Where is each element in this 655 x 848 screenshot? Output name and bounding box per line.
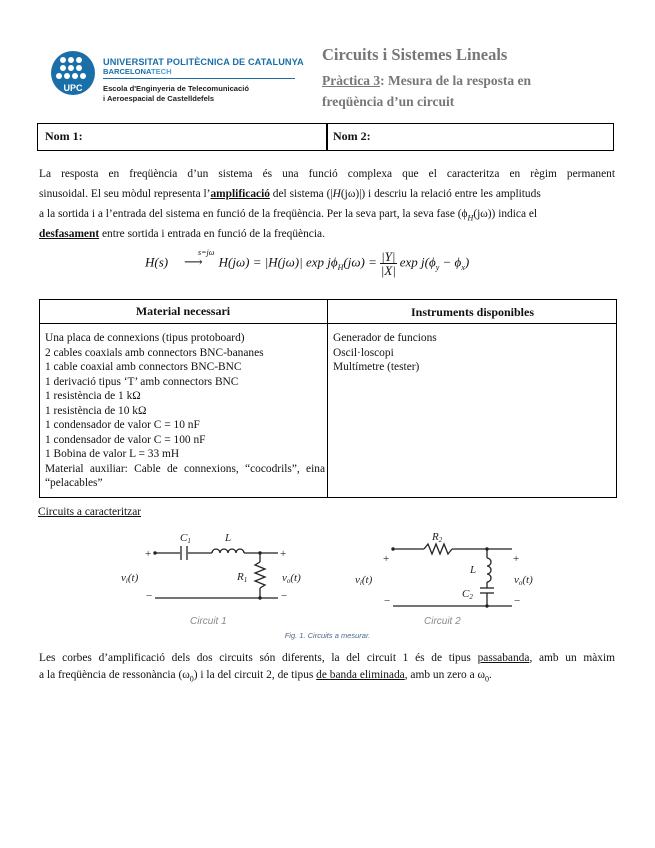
c2-out-plus: + xyxy=(513,553,520,565)
intro-text: sinusoidal. El seu mòdul representa l’ xyxy=(39,188,211,200)
name-table-divider xyxy=(326,123,328,151)
r2-label: R2 xyxy=(432,531,443,544)
materials-table-hdivider xyxy=(39,323,617,324)
practice-label: Pràctica 3 xyxy=(322,73,381,88)
equation-lhs: H(s) xyxy=(145,254,169,270)
material-item: 1 condensador de valor C = 100 nF xyxy=(45,433,206,446)
upc-logo xyxy=(50,50,96,96)
c2-minus: − xyxy=(384,595,391,607)
fraction-numerator: |Y| xyxy=(381,249,396,264)
equation-rhs: − ϕ xyxy=(439,254,462,270)
practice-title-line-1 xyxy=(322,73,531,89)
instruments-header: Instruments disponibles xyxy=(410,305,535,319)
material-item: 1 condensador de valor C = 10 nF xyxy=(45,419,200,431)
practice-title-1: : Mesura de la resposta en xyxy=(380,73,531,88)
materials-header: Material necessari xyxy=(135,304,231,318)
l-inductor-2 xyxy=(487,558,491,582)
name-2-label: Nom 2: xyxy=(333,129,371,143)
intro-text: (jω)|) i descriu la relació entre les amplituds xyxy=(340,188,541,200)
intro-text: entre sortida i entrada en funció de la freqüència. xyxy=(99,228,325,240)
c1-vi-label: vi(t) xyxy=(121,572,139,585)
c1-label: C1 xyxy=(180,532,191,545)
banda-eliminada-term: de banda eliminada xyxy=(316,669,405,681)
school-line-1: Escola d'Enginyeria de Telecomunicació xyxy=(103,84,249,93)
intro-text: a la sortida i a l’entrada del sistema en funció de la freqüència. Per la seva part, la seva fase (ϕ xyxy=(39,208,468,220)
material-item: 1 derivació tipus ‘T’ amb connectors BNC xyxy=(45,375,239,388)
c1-out-minus: − xyxy=(281,590,288,602)
circuit-1-labels xyxy=(121,532,301,627)
final-text: . xyxy=(488,669,492,681)
material-item: 1 resistència de 10 kΩ xyxy=(45,404,147,417)
name-1-label: Nom 1: xyxy=(45,129,83,143)
equation-rhs: H(jω) = |H(jω)| exp jϕ xyxy=(218,254,338,270)
final-line-2 xyxy=(39,665,615,689)
material-item: 2 cables coaxials amb connectors BNC-bananes xyxy=(45,346,264,359)
materials-table-vdivider xyxy=(327,299,328,498)
instrument-item: Multímetre (tester) xyxy=(333,361,420,373)
material-item: Material auxiliar: Cable de connexions, “cocodrils”, eina “pelacables” xyxy=(45,462,325,489)
intro-text: (jω)) indica el xyxy=(473,208,538,220)
equation-sub: y xyxy=(435,263,440,273)
frequency-response-equation xyxy=(145,250,469,277)
l-label: L xyxy=(225,532,232,544)
school-line-2: i Aeroespacial de Castelldefels xyxy=(103,94,215,103)
r2-resistor xyxy=(424,544,452,554)
equation-rhs: ) xyxy=(464,254,470,270)
final-text: ) i la del circuit 2, de tipus xyxy=(193,669,317,681)
intro-line-4 xyxy=(39,224,615,244)
c2-plus: + xyxy=(383,553,390,565)
equation-fraction xyxy=(380,250,396,277)
equation-arrow: ⟶ xyxy=(184,254,203,270)
figure-caption: Fig. 1. Circuits a mesurar. xyxy=(284,631,371,640)
circuits-heading: Circuits a caracteritzar xyxy=(38,506,142,518)
c1-plus: + xyxy=(145,548,152,560)
c2-vi-label: vi(t) xyxy=(355,574,373,587)
intro-line-2 xyxy=(39,184,615,204)
intro-sub-h: H xyxy=(467,213,474,223)
r1-label: R1 xyxy=(237,571,248,584)
intro-line-1: La resposta en freqüència d’un sistema és una funció complexa que el caracteritza en règim permanent xyxy=(39,168,615,180)
amplificacio-term: amplificació xyxy=(210,188,270,200)
equation-arrow-label: s=jω xyxy=(198,248,215,257)
fraction-denominator: |X| xyxy=(380,263,396,278)
final-sub: 0 xyxy=(189,674,194,684)
r1-resistor xyxy=(255,562,265,588)
c1-vo-label: vo(t) xyxy=(282,572,301,585)
final-sub: 0 xyxy=(484,674,489,684)
university-name: UNIVERSITAT POLITÈCNICA DE CATALUNYA xyxy=(103,57,304,67)
university-city xyxy=(103,67,172,76)
final-text: a la freqüència de ressonància (ω xyxy=(39,669,190,681)
instrument-item: Generador de funcions xyxy=(333,332,437,344)
practice-title-line-2: freqüència d’un circuit xyxy=(322,94,455,109)
c1-minus: − xyxy=(146,590,153,602)
desfasament-term: desfasament xyxy=(39,228,100,240)
passabanda-term: passabanda xyxy=(477,652,530,664)
circuits-figure xyxy=(0,520,655,632)
instrument-item: Oscil·loscopi xyxy=(333,346,394,359)
c2-out-minus: − xyxy=(514,595,521,607)
logo-text: UPC xyxy=(63,83,83,93)
final-text: , amb un zero a ω xyxy=(404,669,485,681)
c1-out-plus: + xyxy=(280,548,287,560)
materials-list xyxy=(45,331,325,491)
instruments-list xyxy=(333,331,613,375)
university-city-a: BARCELONA xyxy=(103,67,151,76)
material-item: 1 Bobina de valor L = 33 mH xyxy=(45,448,180,460)
material-item: Una placa de connexions (tipus protoboard) xyxy=(45,332,245,344)
c2-label: C2 xyxy=(462,588,473,601)
l-inductor xyxy=(212,549,244,553)
course-title: Circuits i Sistemes Lineals xyxy=(322,45,508,64)
c2-vo-label: vo(t) xyxy=(514,574,533,587)
intro-text: del sistema (| xyxy=(269,188,333,200)
final-text: , amb un màxim xyxy=(529,652,616,664)
l2-label: L xyxy=(470,564,477,576)
final-text: Les corbes d’amplificació dels dos circuits són diferents, la del circuit 1 és de tipus xyxy=(39,652,478,664)
circuit-1 xyxy=(153,546,278,600)
circuit-2-title: Circuit 2 xyxy=(424,616,461,627)
equation-rhs: exp j(ϕ xyxy=(396,254,436,270)
equation-sub: H xyxy=(337,263,344,273)
material-item: 1 cable coaxial amb connectors BNC-BNC xyxy=(45,361,242,373)
university-city-b: TECH xyxy=(150,67,172,76)
equation-rhs: (jω) = xyxy=(343,254,381,270)
material-item: 1 resistència de 1 kΩ xyxy=(45,390,141,402)
circuit-1-title: Circuit 1 xyxy=(190,616,227,627)
circuit-2 xyxy=(391,544,512,608)
equation-sub: x xyxy=(461,263,465,273)
header-rule xyxy=(103,78,295,79)
intro-var-h: H xyxy=(332,188,341,200)
